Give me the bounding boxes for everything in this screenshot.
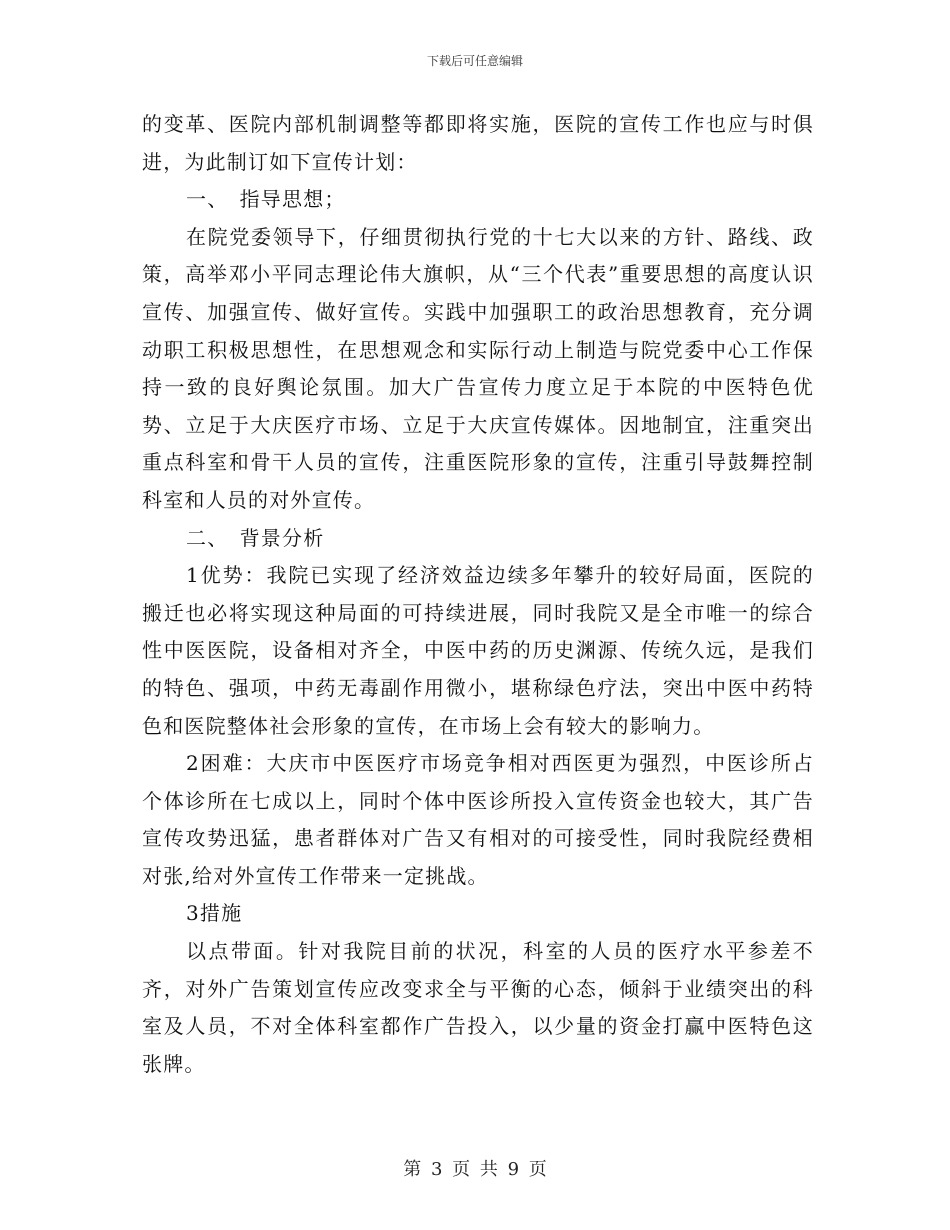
paragraph-measures: 以点带面。针对我院目前的状况，科室的人员的医疗水平参差不齐，对外广告策划宣传应改变求全与平衡的心态，倾斜于业绩突出的科室及人员，不对全体科室都作广告投入，以少量的资金打赢中医特色这张牌。 bbox=[142, 939, 814, 1076]
page-footer: 第 3 页 共 9 页 bbox=[403, 1159, 547, 1180]
paragraph-difficulties: 2困难：大庆市中医医疗市场竞争相对西医更为强烈，中医诊所占个体诊所在七成以上，同时个体中医诊所投入宣传资金也较大，其广告宣传攻势迅猛，患者群体对广告又有相对的可接受性，同时我院经费相对张,给对外宣传工作带来一定挑战。 bbox=[142, 751, 814, 888]
paragraph-guiding-ideology: 在院党委领导下，仔细贯彻执行党的十七大以来的方针、路线、政策，高举邓小平同志理论伟大旗帜，从“三个代表”重要思想的高度认识宣传、加强宣传、做好宣传。实践中加强职工的政治思想教育，充分调动职工积极思想性，在思想观念和实际行动上制造与院党委中心工作保持一致的良好舆论氛围。加大广告宣传力度立足于本院的中医特色优势、立足于大庆医疗市场、立足于大庆宣传媒体。因地制宜，注重突出重点科室和骨干人员的宣传，注重医院形象的宣传，注重引导鼓舞控制科室和人员的对外宣传。 bbox=[142, 224, 814, 512]
paragraph-continuation: 的变革、医院内部机制调整等都即将实施，医院的宣传工作也应与时俱进，为此制订如下宣传计划： bbox=[142, 112, 814, 174]
section-heading-background: 二、 背景分析 bbox=[186, 525, 325, 550]
page-header: 下载后可任意编辑 bbox=[426, 54, 523, 68]
paragraph-advantages: 1优势：我院已实现了经济效益边续多年攀升的较好局面，医院的搬迁也必将实现这种局面的可持续进展，同时我院又是全市唯一的综合性中医医院，设备相对齐全，中医中药的历史渊源、传统久远，是我们的特色、强项，中药无毒副作用微小，堪称绿色疗法，突出中医中药特色和医院整体社会形象的宣传，在市场上会有较大的影响力。 bbox=[142, 563, 814, 738]
section-heading-measures: 3措施 bbox=[186, 901, 243, 926]
section-heading-guiding-ideology: 一、 指导思想； bbox=[186, 187, 346, 212]
document-body bbox=[142, 106, 814, 1083]
